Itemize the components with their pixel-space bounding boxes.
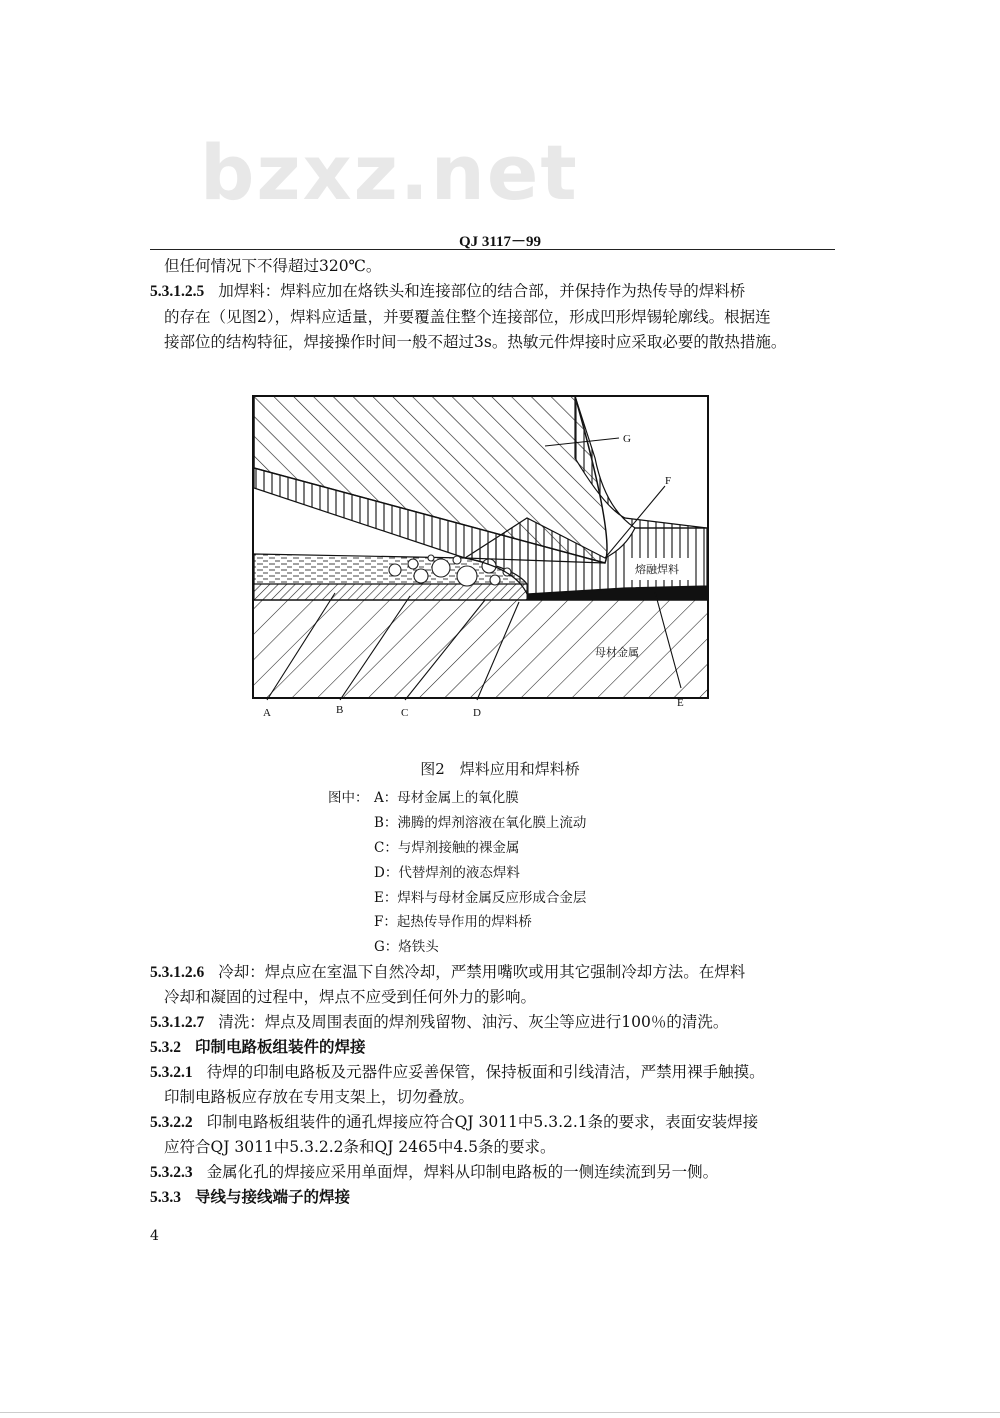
text-line — [150, 1135, 555, 1157]
clause-number: 5.3.2 — [150, 1039, 181, 1056]
clause-number: 5.3.1.2.6 — [150, 964, 205, 981]
clause-text: 印制电路板组装件的焊接 — [195, 1037, 366, 1056]
clause-text: 导线与接线端子的焊接 — [195, 1187, 351, 1206]
header-rule — [150, 249, 835, 250]
section-heading — [150, 1185, 350, 1207]
standard-code: QJ 3117－99 — [458, 234, 542, 250]
text-line — [150, 1060, 765, 1082]
legend-item: A：母材金属上的氧化膜 — [374, 790, 519, 806]
label-c: C — [401, 707, 409, 719]
clause-number: 5.3.2.2 — [150, 1114, 193, 1131]
soldering-diagram — [245, 388, 725, 728]
clause-number: 5.3.2.3 — [150, 1164, 193, 1181]
clause-number: 5.3.3 — [150, 1189, 181, 1206]
legend-item: G：烙铁头 — [374, 939, 439, 955]
clause-text: 接部位的结构特征，焊接操作时间一般不超过3s。热敏元件焊接时应采取必要的散热措施。 — [164, 333, 787, 351]
label-base-metal: 母材金属 — [595, 646, 639, 659]
label-d: D — [473, 707, 481, 719]
label-e: E — [677, 697, 684, 709]
label-f: F — [665, 475, 672, 487]
legend-item: D：代替焊剂的液态焊料 — [374, 865, 520, 881]
clause-number: 5.3.1.2.7 — [150, 1014, 205, 1031]
clause-text: 金属化孔的焊接应采用单面焊，焊料从印制电路板的一侧连续流到另一侧。 — [206, 1163, 719, 1181]
oxide-film — [254, 584, 527, 600]
label-molten-solder: 熔融焊料 — [635, 563, 679, 576]
clause-text: 应符合QJ 3011中5.3.2.2条和QJ 2465中4.5条的要求。 — [164, 1138, 556, 1156]
text-line — [150, 254, 381, 276]
figure-title: 图2 焊料应用和焊料桥 — [420, 760, 580, 778]
clause-text: 加焊料：焊料应加在烙铁头和连接部位的结合部，并保持作为热传导的焊料桥 — [218, 282, 746, 300]
legend-heading: 图中： — [328, 790, 369, 806]
legend-item: F：起热传导作用的焊料桥 — [374, 914, 532, 930]
clause-number: 5.3.1.2.5 — [150, 283, 205, 300]
label-g: G — [623, 433, 631, 445]
clause-text: 冷却和凝固的过程中，焊点不应受到任何外力的影响。 — [164, 988, 537, 1006]
legend-item: C：与焊剂接触的裸金属 — [374, 840, 520, 856]
clause-text: 的存在（见图2），焊料应适量，并要覆盖住整个连接部位，形成凹形焊锡轮廓线。根据连 — [164, 308, 771, 326]
text-line — [150, 985, 536, 1007]
text-line — [150, 305, 771, 327]
legend-item: E：焊料与母材金属反应形成合金层 — [374, 890, 587, 906]
text-line — [150, 960, 745, 982]
clause-text: 冷却：焊点应在室温下自然冷却，严禁用嘴吹或用其它强制冷却方法。在焊料 — [218, 963, 746, 981]
watermark: bzxz.net — [200, 128, 579, 217]
clause-text: 待焊的印制电路板及元器件应妥善保管，保持板面和引线清洁，严禁用裸手触摸。 — [206, 1063, 765, 1081]
bottom-rule — [0, 1412, 1000, 1413]
legend-item: B：沸腾的焊剂溶液在氧化膜上流动 — [374, 815, 587, 831]
text-line — [150, 1110, 758, 1132]
text-line — [150, 1010, 728, 1032]
clause-text: 印制电路板应存放在专用支架上，切勿叠放。 — [164, 1088, 475, 1106]
figure-2 — [245, 388, 725, 732]
page-number: 4 — [150, 1228, 159, 1244]
section-heading — [150, 1035, 366, 1057]
clause-number: 5.3.2.1 — [150, 1064, 193, 1081]
text-line — [150, 279, 745, 301]
clause-text: 印制电路板组装件的通孔焊接应符合QJ 3011中5.3.2.1条的要求，表面安装焊接 — [206, 1113, 759, 1131]
clause-text: 但任何情况下不得超过320℃。 — [164, 257, 382, 275]
text-line — [150, 1160, 718, 1182]
label-b: B — [336, 704, 344, 716]
label-a: A — [263, 707, 271, 719]
text-line — [150, 1085, 474, 1107]
clause-text: 清洗：焊点及周围表面的焊剂残留物、油污、灰尘等应进行100％的清洗。 — [218, 1013, 729, 1031]
text-line — [150, 330, 786, 352]
